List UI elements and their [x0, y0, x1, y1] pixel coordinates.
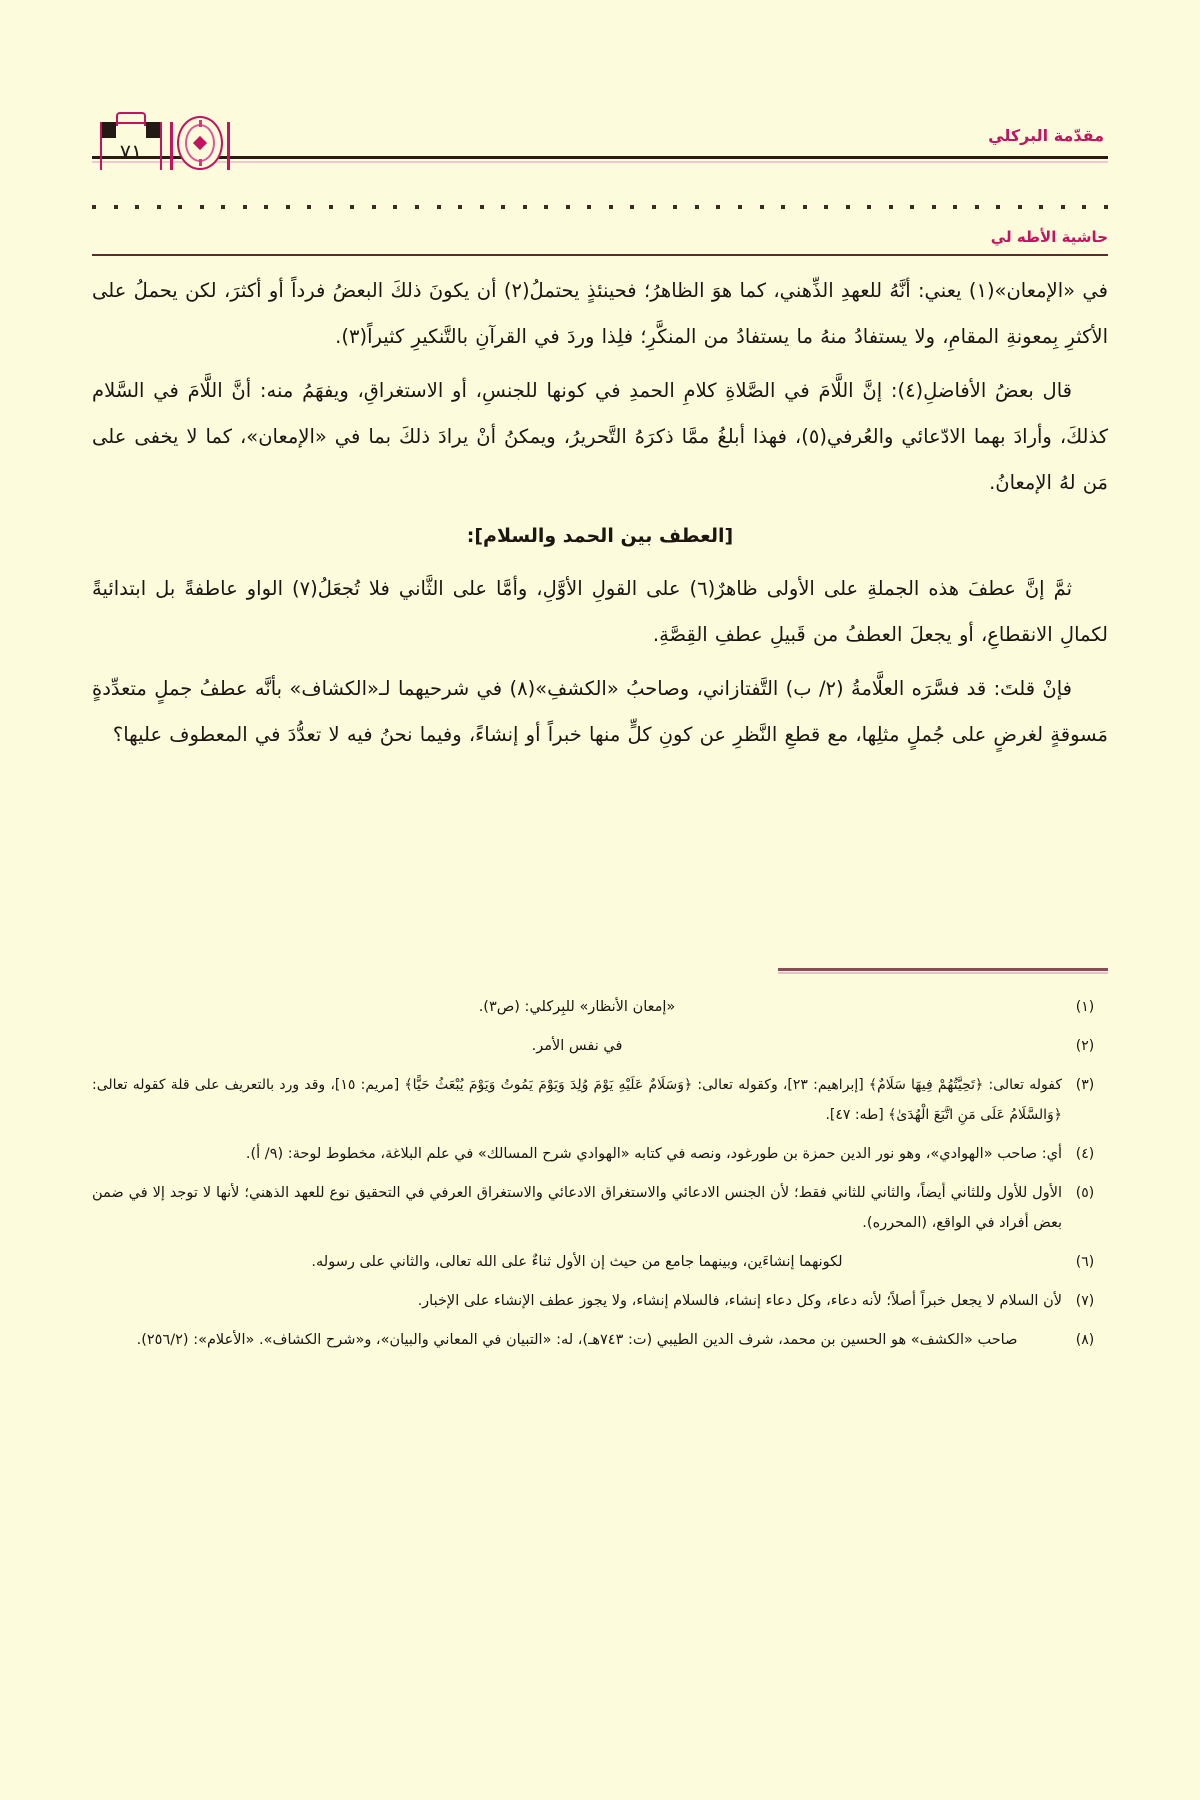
footnote-marker: (٤)	[1075, 1146, 1095, 1162]
footnote-marker: (٣)	[1075, 1077, 1095, 1093]
footnote-text: أي: صاحب «الهوادي»، وهو نور الدين حمزة بن طورغود، ونصه في كتابه «الهوادي شرح المسالك» في علم البلاغة، مخطوط لوحة: (٩/ أ).	[245, 1146, 1062, 1162]
folio-divider-outer	[227, 122, 230, 170]
footnote-item	[92, 992, 1108, 1022]
folio-box	[100, 112, 162, 170]
footnote-marker: (٥)	[1075, 1185, 1095, 1201]
footnote-text: لأن السلام لا يجعل خبراً أصلاً؛ لأنه دعاء، وكل دعاء إنشاء، فالسلام إنشاء، ولا يجوز عطف الإنشاء على الإخبار.	[417, 1293, 1062, 1309]
footnote-text: «إمعان الأنظار» للبِركلي: (ص٣).	[478, 999, 676, 1015]
body-text	[92, 268, 1108, 766]
page-header	[92, 112, 1108, 176]
footnote-item	[92, 1247, 1108, 1277]
footnote-separator	[778, 968, 1108, 971]
footnote-marker: (٦)	[1075, 1254, 1095, 1270]
commentary-heading-block	[92, 228, 1108, 262]
footnote-item	[92, 1139, 1108, 1169]
paragraph-1: في «الإمعان»(١) يعني: أنَّهُ للعهدِ الذِّهني، كما هوَ الظاهرُ؛ فحينئذٍ يحتملُ(٢) أن يكونَ ذلكَ البعضُ فرداً أو أكثرَ، لكن يحملُ على الأكثرِ بِمعونةِ المقامِ، ولا يستفادُ منهُ ما يستفادُ من المنكَّرِ؛ فلِذا وردَ في القرآنِ بالتَّنكيرِ كثيراً(٣).	[92, 279, 1108, 348]
footnote-item	[92, 1178, 1108, 1238]
section-heading-inline: [العطف بين الحمد والسلام]:	[466, 525, 734, 547]
footnote-text: في نفس الأمر.	[531, 1038, 623, 1054]
footnote-item	[92, 1031, 1108, 1061]
folio-block-right	[146, 122, 160, 138]
footnote-item	[92, 1070, 1108, 1130]
folio-group	[100, 108, 234, 170]
footnote-list	[92, 992, 1108, 1364]
header-rule	[92, 156, 1108, 159]
footnote-separator-secondary	[778, 972, 1108, 974]
paragraph-2: قال بعضُ الأفاضلِ(٤): إنَّ اللَّامَ في الصَّلاةِ كلامِ الحمدِ في كونها للجنسِ، أو الاستغراقِ، ويفهَمُ منه: أنَّ اللَّامَ في السَّلام كذلكَ، وأرادَ بهما الادّعائي والعُرفي(٥)، فهذا أبلغُ ممَّا ذكرَهُ التَّحريرُ، ويمكنُ أنْ يرادَ ذلكَ بما في «الإمعان»، كما لا يخفى على مَن لهُ الإمعانُ.	[92, 379, 1109, 494]
dotted-divider	[92, 200, 1108, 214]
running-title: مقدّمة البركلي	[988, 126, 1104, 145]
footnote-text: الأول للأول وللثاني أيضاً، والثاني للثاني فقط؛ لأن الجنس الادعائي والاستغراق الادعائي والاستغراق العرفي في التحقيق نوع للعهد الذهني؛ لأنها لا توجد إلا في ضمن بعض أفراد في الواقع، (المحرره).	[92, 1185, 1062, 1231]
commentary-heading: حاشية الأطه لي	[990, 228, 1108, 246]
footnote-item	[92, 1325, 1108, 1355]
footnote-marker: (٨)	[1075, 1332, 1095, 1348]
header-rule-secondary	[92, 161, 1108, 163]
rosette-ornament-icon	[177, 116, 223, 170]
folio-divider	[170, 122, 173, 170]
commentary-heading-rule	[92, 254, 1108, 256]
paragraph-3: ثمَّ إنَّ عطفَ هذه الجملةِ على الأولى ظاهرٌ(٦) على القولِ الأوَّلِ، وأمَّا على الثَّاني فلا تُجعَلُ(٧) الواو عاطفةً بل ابتدائيةً لكمالِ الانقطاعِ، أو يجعلَ العطفُ من قَبيلِ عطفِ القِصَّةِ.	[92, 577, 1108, 646]
footnote-text: صاحب «الكشف» هو الحسين بن محمد، شرف الدين الطيبي (ت: ٧٤٣هـ)، له: «التبيان في المعاني والبيان»، و«شرح الكشاف». «الأعلام»: (٢٥٦/٢).	[136, 1332, 1018, 1348]
page-number: ٧١	[119, 140, 143, 164]
footnote-marker: (٢)	[1075, 1038, 1095, 1054]
folio-block-left	[102, 122, 116, 138]
footnote-text: لكونهما إنشاءَين، وبينهما جامع من حيث إن الأول ثناءٌ على الله تعالى، والثاني على رسوله.	[311, 1254, 843, 1270]
footnote-marker: (٧)	[1075, 1293, 1095, 1309]
paragraph-4: فإنْ قلتَ: قد فسَّرَه العلَّامةُ (٢/ ب) التَّفتازاني، وصاحبُ «الكشفِ»(٨) في شرحيهما لـ«الكشاف» بأنَّه عطفُ جملٍ متعدِّدةٍ مَسوقةٍ لغرضٍ على جُملٍ مثلِها، مع قطعِ النَّظرِ عن كونِ كلٍّ منها خبراً أو إنشاءً، وفيما نحنُ فيه لا تعدُّدَ في المعطوف عليها؟	[92, 677, 1108, 746]
footnote-item	[92, 1286, 1108, 1316]
footnote-text: كفوله تعالى: ﴿تَحِيَّتُهُمْ فِيهَا سَلَامٌ﴾ [إبراهيم: ٢٣]، وكقوله تعالى: ﴿وَسَلَامٌ عَلَيْهِ يَوْمَ وُلِدَ وَيَوْمَ يَمُوتُ وَيَوْمَ يُبْعَثُ حَيًّا﴾ [مريم: ١٥]، وقد ورد بالتعريف على قلة كقوله تعالى: ﴿وَالسَّلَامُ عَلَى مَنِ اتَّبَعَ الْهُدَىٰ﴾ [طه: ٤٧].	[92, 1077, 1062, 1123]
footnote-marker: (١)	[1075, 999, 1095, 1015]
